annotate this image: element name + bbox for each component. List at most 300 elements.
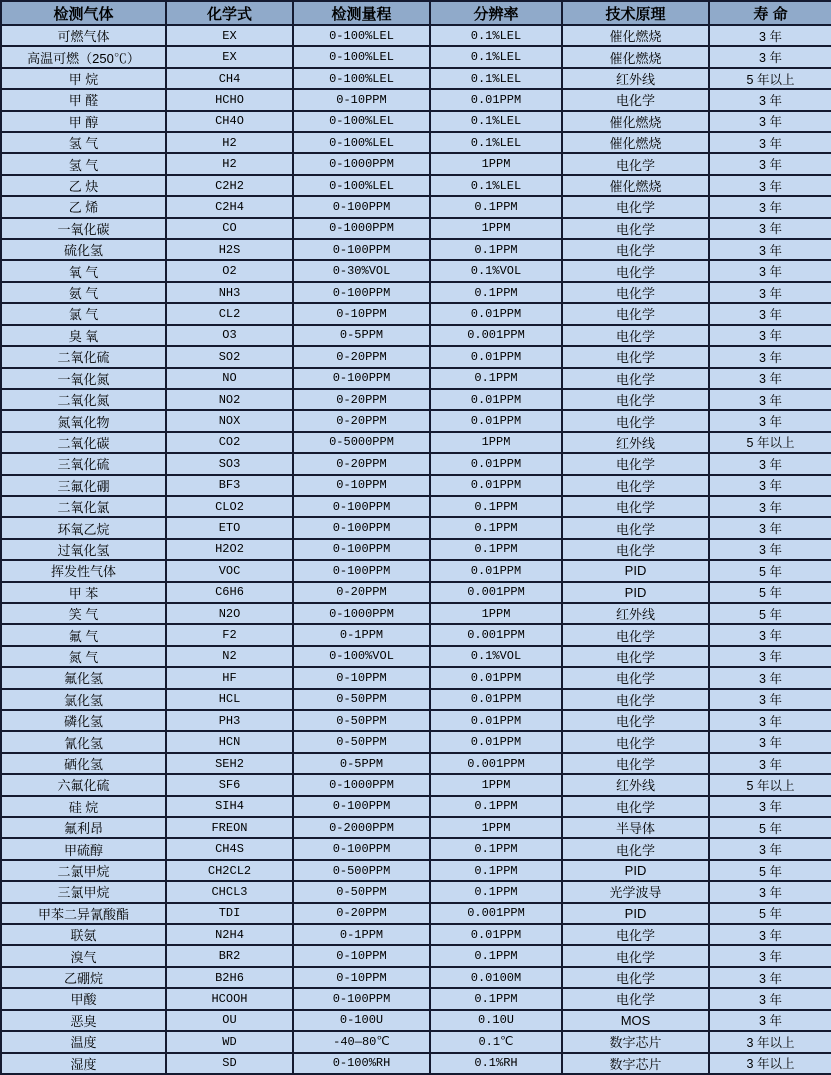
cell-lifetime: 3 年以上 [709, 1031, 831, 1052]
cell-lifetime: 3 年 [709, 410, 831, 431]
cell-gas-name: 过氧化氢 [1, 539, 166, 560]
cell-detection-range: 0-100PPM [293, 796, 430, 817]
cell-chemical-formula: SO3 [166, 453, 293, 474]
cell-gas-name: 硒化氢 [1, 753, 166, 774]
cell-technology-principle: 电化学 [562, 218, 709, 239]
cell-technology-principle: 电化学 [562, 475, 709, 496]
cell-detection-range: 0-20PPM [293, 389, 430, 410]
cell-resolution: 0.001PPM [430, 624, 562, 645]
cell-technology-principle: 电化学 [562, 89, 709, 110]
table-row [1, 988, 831, 1009]
cell-detection-range: 0-100%LEL [293, 46, 430, 67]
cell-technology-principle: 电化学 [562, 410, 709, 431]
table-row [1, 582, 831, 603]
cell-resolution: 0.1℃ [430, 1031, 562, 1052]
cell-gas-name: 甲 烷 [1, 68, 166, 89]
cell-lifetime: 5 年 [709, 860, 831, 881]
cell-lifetime: 3 年 [709, 325, 831, 346]
cell-detection-range: 0-100%LEL [293, 25, 430, 46]
cell-technology-principle: 电化学 [562, 945, 709, 966]
table-row [1, 239, 831, 260]
header-row [1, 1, 831, 25]
cell-lifetime: 3 年 [709, 453, 831, 474]
cell-detection-range: 0-100PPM [293, 368, 430, 389]
cell-resolution: 0.001PPM [430, 325, 562, 346]
cell-resolution: 0.1%LEL [430, 68, 562, 89]
cell-gas-name: 甲硫醇 [1, 838, 166, 859]
cell-gas-name: 可燃气体 [1, 25, 166, 46]
cell-lifetime: 3 年 [709, 475, 831, 496]
cell-lifetime: 3 年 [709, 881, 831, 902]
cell-resolution: 0.1%LEL [430, 25, 562, 46]
cell-technology-principle: PID [562, 560, 709, 581]
cell-lifetime: 3 年 [709, 239, 831, 260]
cell-lifetime: 3 年 [709, 796, 831, 817]
cell-chemical-formula: CL2 [166, 303, 293, 324]
cell-lifetime: 3 年 [709, 667, 831, 688]
cell-technology-principle: 催化燃烧 [562, 111, 709, 132]
cell-technology-principle: 电化学 [562, 646, 709, 667]
cell-resolution: 0.01PPM [430, 475, 562, 496]
cell-lifetime: 3 年 [709, 539, 831, 560]
cell-resolution: 1PPM [430, 432, 562, 453]
cell-detection-range: -40—80℃ [293, 1031, 430, 1052]
cell-chemical-formula: N2O [166, 603, 293, 624]
cell-technology-principle: 红外线 [562, 432, 709, 453]
cell-detection-range: 0-10PPM [293, 303, 430, 324]
table-row [1, 924, 831, 945]
cell-chemical-formula: EX [166, 46, 293, 67]
cell-lifetime: 3 年 [709, 346, 831, 367]
table-row [1, 903, 831, 924]
cell-resolution: 1PPM [430, 218, 562, 239]
cell-chemical-formula: SD [166, 1053, 293, 1075]
cell-detection-range: 0-5PPM [293, 753, 430, 774]
cell-detection-range: 0-100PPM [293, 988, 430, 1009]
cell-chemical-formula: CO [166, 218, 293, 239]
cell-resolution: 0.1PPM [430, 496, 562, 517]
cell-technology-principle: 电化学 [562, 453, 709, 474]
cell-chemical-formula: HCN [166, 731, 293, 752]
cell-detection-range: 0-10PPM [293, 667, 430, 688]
table-row [1, 817, 831, 838]
table-row [1, 1031, 831, 1052]
cell-gas-name: 联氨 [1, 924, 166, 945]
table-row [1, 132, 831, 153]
cell-lifetime: 3 年 [709, 624, 831, 645]
cell-gas-name: 磷化氢 [1, 710, 166, 731]
table-row [1, 945, 831, 966]
cell-gas-name: 氢 气 [1, 132, 166, 153]
cell-resolution: 1PPM [430, 603, 562, 624]
cell-resolution: 0.1PPM [430, 881, 562, 902]
cell-lifetime: 3 年 [709, 132, 831, 153]
cell-lifetime: 5 年 [709, 817, 831, 838]
cell-lifetime: 3 年 [709, 368, 831, 389]
cell-detection-range: 0-50PPM [293, 881, 430, 902]
cell-technology-principle: 电化学 [562, 496, 709, 517]
table-row [1, 774, 831, 795]
cell-lifetime: 3 年 [709, 260, 831, 281]
table-row [1, 175, 831, 196]
cell-resolution: 0.1%RH [430, 1053, 562, 1075]
table-row [1, 389, 831, 410]
cell-chemical-formula: OU [166, 1010, 293, 1031]
cell-resolution: 0.1PPM [430, 539, 562, 560]
cell-technology-principle: 红外线 [562, 603, 709, 624]
cell-chemical-formula: NO [166, 368, 293, 389]
cell-chemical-formula: SIH4 [166, 796, 293, 817]
cell-detection-range: 0-100%LEL [293, 175, 430, 196]
cell-technology-principle: 电化学 [562, 731, 709, 752]
cell-gas-name: 恶臭 [1, 1010, 166, 1031]
cell-chemical-formula: WD [166, 1031, 293, 1052]
table-row [1, 560, 831, 581]
cell-chemical-formula: NOX [166, 410, 293, 431]
table-row [1, 218, 831, 239]
column-header-detection-range: 检测量程 [293, 1, 430, 25]
cell-chemical-formula: NH3 [166, 282, 293, 303]
cell-lifetime: 3 年 [709, 753, 831, 774]
cell-lifetime: 3 年 [709, 153, 831, 174]
table-header [1, 1, 831, 25]
cell-technology-principle: 催化燃烧 [562, 132, 709, 153]
cell-gas-name: 三氯甲烷 [1, 881, 166, 902]
cell-technology-principle: 催化燃烧 [562, 175, 709, 196]
cell-technology-principle: 电化学 [562, 282, 709, 303]
cell-gas-name: 硅 烷 [1, 796, 166, 817]
cell-chemical-formula: PH3 [166, 710, 293, 731]
cell-detection-range: 0-500PPM [293, 860, 430, 881]
cell-resolution: 0.1PPM [430, 239, 562, 260]
cell-lifetime: 5 年 [709, 560, 831, 581]
table-row [1, 89, 831, 110]
cell-gas-name: 氟利昂 [1, 817, 166, 838]
table-row [1, 25, 831, 46]
table-row [1, 496, 831, 517]
cell-resolution: 0.1%VOL [430, 646, 562, 667]
cell-resolution: 1PPM [430, 817, 562, 838]
cell-gas-name: 二氧化碳 [1, 432, 166, 453]
cell-gas-name: 氰化氢 [1, 731, 166, 752]
cell-chemical-formula: F2 [166, 624, 293, 645]
cell-resolution: 0.1PPM [430, 860, 562, 881]
cell-detection-range: 0-100PPM [293, 239, 430, 260]
cell-chemical-formula: SO2 [166, 346, 293, 367]
cell-resolution: 0.01PPM [430, 667, 562, 688]
cell-lifetime: 3 年 [709, 1010, 831, 1031]
table-row [1, 368, 831, 389]
cell-technology-principle: 催化燃烧 [562, 46, 709, 67]
cell-technology-principle: 电化学 [562, 239, 709, 260]
cell-resolution: 0.001PPM [430, 582, 562, 603]
cell-gas-name: 挥发性气体 [1, 560, 166, 581]
cell-chemical-formula: SEH2 [166, 753, 293, 774]
cell-lifetime: 3 年 [709, 25, 831, 46]
cell-detection-range: 0-100PPM [293, 517, 430, 538]
cell-chemical-formula: CO2 [166, 432, 293, 453]
cell-lifetime: 3 年以上 [709, 1053, 831, 1075]
table-row [1, 68, 831, 89]
cell-detection-range: 0-20PPM [293, 903, 430, 924]
cell-lifetime: 3 年 [709, 89, 831, 110]
cell-gas-name: 甲 醇 [1, 111, 166, 132]
cell-resolution: 0.01PPM [430, 346, 562, 367]
cell-resolution: 0.10U [430, 1010, 562, 1031]
cell-lifetime: 3 年 [709, 303, 831, 324]
cell-resolution: 0.01PPM [430, 710, 562, 731]
table-row [1, 517, 831, 538]
cell-technology-principle: 半导体 [562, 817, 709, 838]
cell-technology-principle: 电化学 [562, 624, 709, 645]
cell-detection-range: 0-50PPM [293, 710, 430, 731]
cell-chemical-formula: O3 [166, 325, 293, 346]
cell-technology-principle: 电化学 [562, 924, 709, 945]
cell-resolution: 0.1%LEL [430, 175, 562, 196]
table-row [1, 111, 831, 132]
cell-gas-name: 高温可燃（250℃） [1, 46, 166, 67]
cell-detection-range: 0-100U [293, 1010, 430, 1031]
cell-technology-principle: 电化学 [562, 389, 709, 410]
cell-technology-principle: 光学波导 [562, 881, 709, 902]
table-row [1, 860, 831, 881]
cell-detection-range: 0-100%VOL [293, 646, 430, 667]
cell-gas-name: 环氧乙烷 [1, 517, 166, 538]
cell-gas-name: 氯 气 [1, 303, 166, 324]
cell-gas-name: 湿度 [1, 1053, 166, 1075]
cell-gas-name: 一氧化碳 [1, 218, 166, 239]
cell-technology-principle: 红外线 [562, 774, 709, 795]
cell-detection-range: 0-1000PPM [293, 153, 430, 174]
cell-detection-range: 0-30%VOL [293, 260, 430, 281]
cell-lifetime: 3 年 [709, 731, 831, 752]
cell-chemical-formula: B2H6 [166, 967, 293, 988]
table-row [1, 453, 831, 474]
cell-chemical-formula: VOC [166, 560, 293, 581]
table-row [1, 1053, 831, 1075]
cell-chemical-formula: N2H4 [166, 924, 293, 945]
cell-detection-range: 0-100PPM [293, 496, 430, 517]
column-header-technology-principle: 技术原理 [562, 1, 709, 25]
cell-detection-range: 0-20PPM [293, 453, 430, 474]
cell-detection-range: 0-5000PPM [293, 432, 430, 453]
cell-chemical-formula: C2H2 [166, 175, 293, 196]
cell-lifetime: 3 年 [709, 282, 831, 303]
cell-resolution: 1PPM [430, 153, 562, 174]
cell-chemical-formula: HF [166, 667, 293, 688]
cell-resolution: 1PPM [430, 774, 562, 795]
cell-detection-range: 0-100%RH [293, 1053, 430, 1075]
cell-gas-name: 硫化氢 [1, 239, 166, 260]
cell-detection-range: 0-10PPM [293, 967, 430, 988]
cell-technology-principle: 数字芯片 [562, 1031, 709, 1052]
cell-resolution: 0.1%LEL [430, 46, 562, 67]
cell-detection-range: 0-100PPM [293, 560, 430, 581]
table-row [1, 731, 831, 752]
table-row [1, 689, 831, 710]
cell-detection-range: 0-1PPM [293, 924, 430, 945]
cell-gas-name: 氢 气 [1, 153, 166, 174]
cell-gas-name: 三氟化硼 [1, 475, 166, 496]
cell-gas-name: 氟化氢 [1, 667, 166, 688]
cell-chemical-formula: C2H4 [166, 196, 293, 217]
cell-resolution: 0.0100M [430, 967, 562, 988]
cell-detection-range: 0-1PPM [293, 624, 430, 645]
cell-chemical-formula: HCHO [166, 89, 293, 110]
cell-chemical-formula: SF6 [166, 774, 293, 795]
column-header-gas-name: 检测气体 [1, 1, 166, 25]
cell-chemical-formula: H2 [166, 153, 293, 174]
cell-detection-range: 0-100PPM [293, 539, 430, 560]
cell-lifetime: 3 年 [709, 496, 831, 517]
cell-technology-principle: 数字芯片 [562, 1053, 709, 1075]
cell-gas-name: 二氧化氮 [1, 389, 166, 410]
cell-detection-range: 0-20PPM [293, 410, 430, 431]
cell-detection-range: 0-100%LEL [293, 111, 430, 132]
cell-technology-principle: 电化学 [562, 303, 709, 324]
cell-gas-name: 氨 气 [1, 282, 166, 303]
table-body [1, 25, 831, 1074]
cell-chemical-formula: HCL [166, 689, 293, 710]
cell-technology-principle: 电化学 [562, 196, 709, 217]
cell-detection-range: 0-10PPM [293, 475, 430, 496]
table-row [1, 153, 831, 174]
cell-technology-principle: 电化学 [562, 753, 709, 774]
cell-technology-principle: 电化学 [562, 967, 709, 988]
cell-gas-name: 温度 [1, 1031, 166, 1052]
cell-gas-name: 二氧化硫 [1, 346, 166, 367]
cell-resolution: 0.01PPM [430, 924, 562, 945]
table-row [1, 410, 831, 431]
cell-gas-name: 氟 气 [1, 624, 166, 645]
cell-gas-name: 氯化氢 [1, 689, 166, 710]
cell-resolution: 0.1%VOL [430, 260, 562, 281]
cell-technology-principle: 电化学 [562, 796, 709, 817]
cell-gas-name: 氮 气 [1, 646, 166, 667]
cell-lifetime: 3 年 [709, 838, 831, 859]
cell-lifetime: 3 年 [709, 218, 831, 239]
cell-detection-range: 0-1000PPM [293, 603, 430, 624]
cell-technology-principle: 催化燃烧 [562, 25, 709, 46]
cell-resolution: 0.1PPM [430, 945, 562, 966]
cell-lifetime: 5 年以上 [709, 68, 831, 89]
cell-chemical-formula: BR2 [166, 945, 293, 966]
cell-lifetime: 5 年 [709, 603, 831, 624]
cell-lifetime: 3 年 [709, 710, 831, 731]
cell-lifetime: 3 年 [709, 689, 831, 710]
table-row [1, 753, 831, 774]
cell-resolution: 0.01PPM [430, 453, 562, 474]
cell-chemical-formula: H2S [166, 239, 293, 260]
cell-technology-principle: 电化学 [562, 710, 709, 731]
cell-lifetime: 3 年 [709, 967, 831, 988]
cell-lifetime: 3 年 [709, 517, 831, 538]
cell-detection-range: 0-1000PPM [293, 218, 430, 239]
cell-technology-principle: 红外线 [562, 68, 709, 89]
cell-chemical-formula: CLO2 [166, 496, 293, 517]
cell-resolution: 0.01PPM [430, 731, 562, 752]
cell-gas-name: 氮氧化物 [1, 410, 166, 431]
table-row [1, 303, 831, 324]
cell-resolution: 0.01PPM [430, 389, 562, 410]
cell-chemical-formula: FREON [166, 817, 293, 838]
cell-resolution: 0.1PPM [430, 988, 562, 1009]
cell-lifetime: 3 年 [709, 924, 831, 945]
cell-chemical-formula: CH4S [166, 838, 293, 859]
cell-detection-range: 0-10PPM [293, 945, 430, 966]
cell-detection-range: 0-2000PPM [293, 817, 430, 838]
cell-gas-name: 乙 炔 [1, 175, 166, 196]
cell-gas-name: 甲酸 [1, 988, 166, 1009]
cell-resolution: 0.001PPM [430, 903, 562, 924]
cell-technology-principle: 电化学 [562, 517, 709, 538]
cell-resolution: 0.1%LEL [430, 111, 562, 132]
cell-detection-range: 0-20PPM [293, 346, 430, 367]
cell-lifetime: 3 年 [709, 196, 831, 217]
cell-chemical-formula: NO2 [166, 389, 293, 410]
cell-technology-principle: 电化学 [562, 689, 709, 710]
cell-lifetime: 5 年以上 [709, 774, 831, 795]
cell-gas-name: 臭 氧 [1, 325, 166, 346]
cell-technology-principle: MOS [562, 1010, 709, 1031]
cell-resolution: 0.1PPM [430, 282, 562, 303]
cell-chemical-formula: TDI [166, 903, 293, 924]
cell-technology-principle: 电化学 [562, 260, 709, 281]
cell-lifetime: 3 年 [709, 111, 831, 132]
column-header-chemical-formula: 化学式 [166, 1, 293, 25]
cell-detection-range: 0-100PPM [293, 838, 430, 859]
cell-technology-principle: 电化学 [562, 838, 709, 859]
cell-lifetime: 3 年 [709, 389, 831, 410]
cell-technology-principle: 电化学 [562, 667, 709, 688]
cell-gas-name: 六氟化硫 [1, 774, 166, 795]
cell-detection-range: 0-100PPM [293, 196, 430, 217]
cell-technology-principle: 电化学 [562, 368, 709, 389]
cell-technology-principle: 电化学 [562, 988, 709, 1009]
cell-resolution: 0.1PPM [430, 796, 562, 817]
table-row [1, 260, 831, 281]
table-row [1, 710, 831, 731]
cell-gas-name: 二氧化氯 [1, 496, 166, 517]
cell-technology-principle: PID [562, 582, 709, 603]
cell-lifetime: 3 年 [709, 646, 831, 667]
cell-lifetime: 3 年 [709, 945, 831, 966]
table-row [1, 838, 831, 859]
cell-gas-name: 二氯甲烷 [1, 860, 166, 881]
table-row [1, 967, 831, 988]
cell-technology-principle: 电化学 [562, 539, 709, 560]
cell-lifetime: 5 年 [709, 582, 831, 603]
cell-detection-range: 0-5PPM [293, 325, 430, 346]
table-row [1, 539, 831, 560]
table-row [1, 282, 831, 303]
cell-resolution: 0.01PPM [430, 410, 562, 431]
cell-resolution: 0.01PPM [430, 89, 562, 110]
table-row [1, 796, 831, 817]
cell-chemical-formula: CH4 [166, 68, 293, 89]
cell-technology-principle: 电化学 [562, 153, 709, 174]
cell-chemical-formula: H2 [166, 132, 293, 153]
table-row [1, 346, 831, 367]
cell-gas-name: 溴气 [1, 945, 166, 966]
cell-gas-name: 氧 气 [1, 260, 166, 281]
cell-detection-range: 0-100%LEL [293, 68, 430, 89]
cell-gas-name: 笑 气 [1, 603, 166, 624]
table-row [1, 624, 831, 645]
cell-resolution: 0.1PPM [430, 838, 562, 859]
column-header-lifetime: 寿 命 [709, 1, 831, 25]
cell-technology-principle: 电化学 [562, 346, 709, 367]
